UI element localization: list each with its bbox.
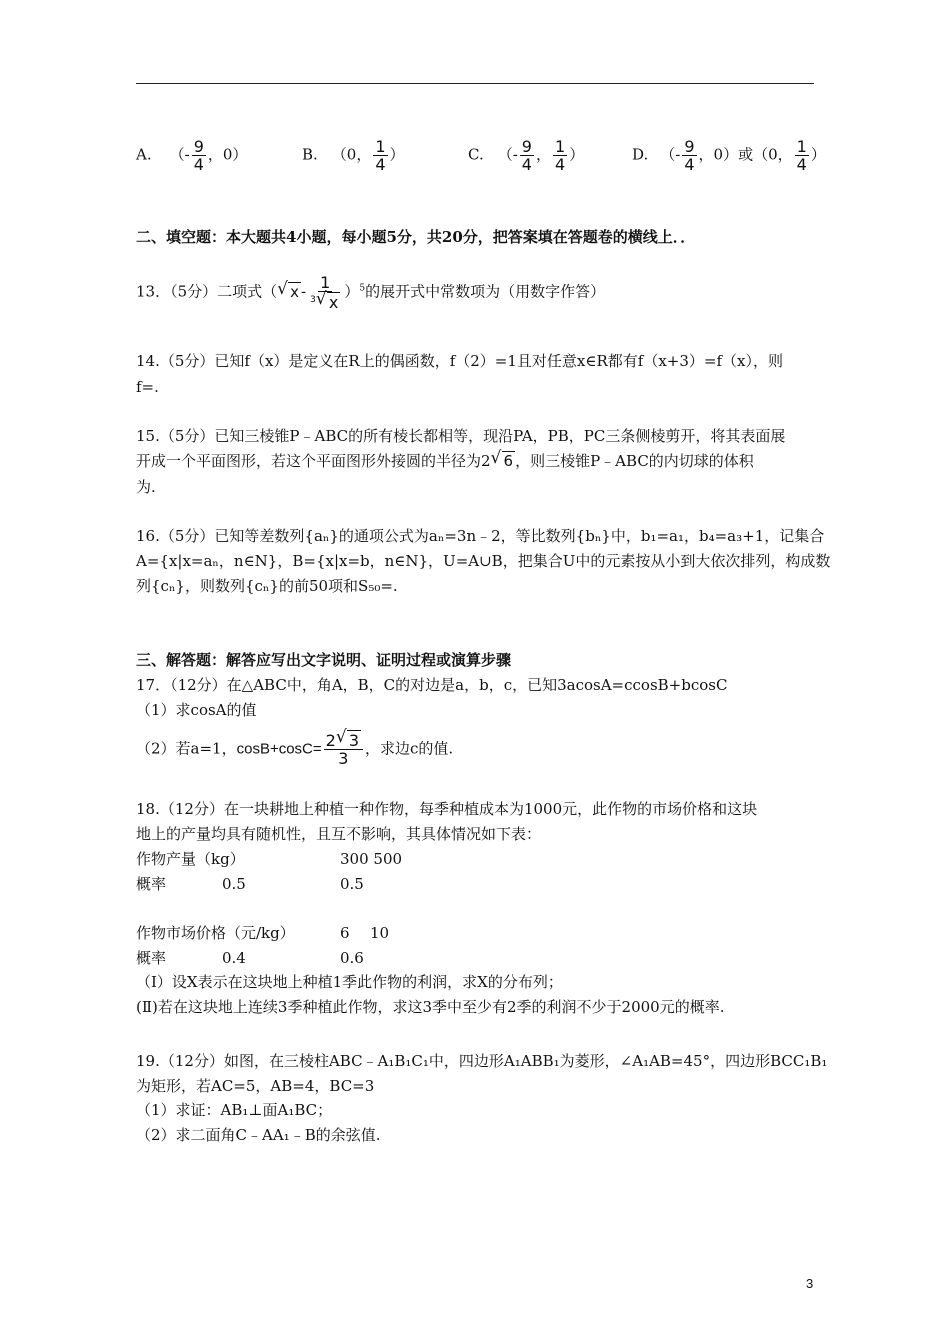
option-b: B. （0， $\frac{1}{4}$ ）: [302, 137, 405, 174]
price-prob-label: 概率: [136, 949, 167, 967]
section-3-title: 三、解答题：解答应写出文字说明、证明过程或演算步骤: [136, 651, 512, 669]
question-13: 13．（5分）二项式（ √ x - 1 $^3$ √ x ）$^5$的展开式中常数项为（用数字作答）: [136, 273, 606, 313]
question-15-line1: 15.（5分）已知三棱锥P﹣ABC的所有棱长都相等，现沿PA，PB，PC三条侧棱剪开，将其表面展: [136, 427, 786, 445]
option-a: A. （- $\frac{9}{4}$ ，0）: [136, 137, 248, 174]
yield-prob-2: 0.5: [340, 875, 364, 893]
question-19-line4: （2）求二面角C﹣AA₁﹣B的余弦值.: [136, 1126, 381, 1144]
question-19-line3: （1）求证：AB₁⊥面A₁BC；: [136, 1101, 333, 1119]
question-16-line3: 列{cₙ}，则数列{cₙ}的前50项和S₅₀=.: [136, 577, 398, 595]
question-17-line2: （1）求cosA的值: [136, 701, 257, 719]
section-2-title: 二、填空题：本大题共4小题，每小题5分，共20分，把答案填在答题卷的横线上．．: [136, 228, 696, 246]
price-value-1: 6: [340, 924, 350, 942]
question-16-line1: 16.（5分）已知等差数列{aₙ}的通项公式为aₙ=3n﹣2，等比数列{bₙ}中，b₁=a₁，b₄=a₃+1，记集合: [136, 527, 825, 545]
page-number: 3: [806, 1276, 814, 1291]
question-19-line2: 为矩形，若AC=5，AB=4，BC=3: [136, 1077, 375, 1095]
price-prob-1: 0.4: [222, 949, 246, 967]
question-19-line1: 19.（12分）如图，在三棱柱ABC﹣A₁B₁C₁中，四边形A₁ABB₁为菱形，∠A₁AB=45°，四边形BCC₁B₁: [136, 1052, 828, 1070]
yield-prob-1: 0.5: [222, 875, 246, 893]
question-14-line2: f=.: [136, 378, 159, 396]
price-prob-2: 0.6: [340, 949, 364, 967]
price-table-header: 作物市场价格（元/kg）: [136, 924, 295, 942]
question-18-part2: (Ⅱ)若在这块地上连续3季种植此作物，求这3季中至少有2季的利润不少于2000元的概率.: [136, 998, 725, 1016]
yield-prob-label: 概率: [136, 875, 167, 893]
yield-values: 300 500: [340, 850, 403, 868]
price-value-2: 10: [370, 924, 390, 942]
option-c: C. （- $\frac{9}{4}$ ， $\frac{1}{4}$ ）: [468, 137, 585, 174]
question-17-line3: （2）若a=1，cosB+cosC= 2 √ 3 3 ，求边c的值.: [136, 727, 454, 768]
question-18-line2: 地上的产量均具有随机性，且互不影响，其具体情况如下表：: [136, 825, 542, 843]
question-18-line1: 18.（12分）在一块耕地上种植一种作物，每季种植成本为1000元，此作物的市场价格和这块: [136, 800, 758, 818]
question-15-line2: 开成一个平面图形，若这个平面图形外接圆的半径为2 √ 6 ，则三棱锥P﹣ABC的内切球的体积: [136, 448, 754, 470]
sqrt-x: √ x: [277, 278, 300, 301]
yield-table-header: 作物产量（kg）: [136, 850, 245, 868]
header-rule: [136, 83, 814, 84]
question-14-line1: 14.（5分）已知f（x）是定义在R上的偶函数，f（2）=1且对任意x∈R都有f（x+3）=f（x），则: [136, 352, 783, 370]
question-16-line2: A={x|x=aₙ，n∈N}，B={x|x=b，n∈N}，U=A∪B，把集合U中的元素按从小到大依次排列，构成数: [136, 552, 831, 570]
option-d: D. （- $\frac{9}{4}$ ，0）或（0， $\frac{1}{4}$ ）: [632, 137, 826, 174]
question-18-part1: （Ⅰ）设X表示在这块地上种植1季此作物的利润，求X的分布列；: [136, 973, 563, 991]
question-15-line3: 为.: [136, 478, 156, 496]
question-17-line1: 17．（12分）在△ABC中，角A，B，C的对边是a，b，c，已知3acosA=ccosB+bcosC: [136, 676, 728, 694]
